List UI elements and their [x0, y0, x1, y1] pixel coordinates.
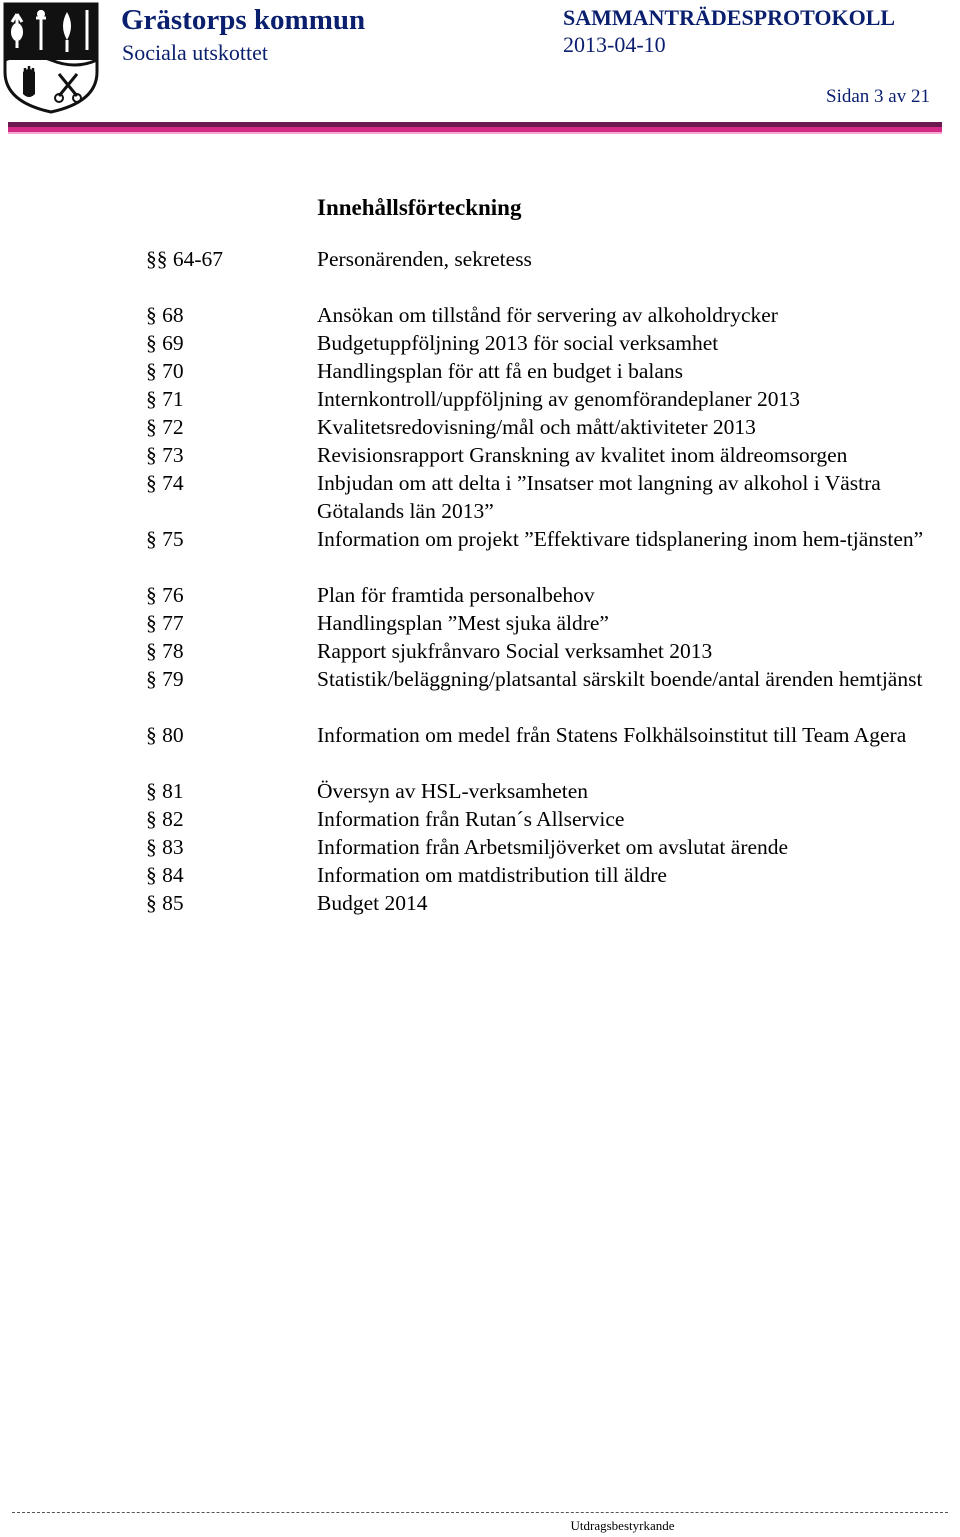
toc-item-title: Information från Rutan´s Allservice: [317, 807, 625, 831]
toc-item-title: Information från Arbetsmiljöverket om avslutat ärende: [317, 835, 789, 859]
toc-item-number: § 81: [146, 779, 184, 803]
toc-item-title: Statistik/beläggning/platsantal särskilt boende/antal ärenden hemtjänst: [317, 667, 923, 691]
toc-item-title: Översyn av HSL-verksamheten: [317, 779, 589, 803]
toc-item-number: § 80: [146, 723, 184, 747]
toc-item-number: § 85: [146, 891, 184, 915]
toc-item-number: § 79: [146, 667, 184, 691]
toc-item-title: Information om projekt ”Effektivare tidsplanering inom hem-tjänsten”: [317, 527, 924, 551]
toc-item-title: Revisionsrapport Granskning av kvalitet inom äldreomsorgen: [317, 443, 848, 467]
toc-item-title: Information om medel från Statens Folkhälsoinstitut till Team Agera: [317, 723, 907, 747]
footer-divider: [12, 1512, 948, 1513]
toc-item-number: § 83: [146, 835, 184, 859]
meeting-date: 2013-04-10: [563, 32, 666, 57]
toc-item-title: Personärenden, sekretess: [317, 247, 532, 271]
toc-item-title: Handlingsplan för att få en budget i balans: [317, 359, 683, 383]
header-divider: [8, 122, 942, 134]
toc-item-number: § 73: [146, 443, 184, 467]
footer-label: Utdragsbestyrkande: [570, 1518, 675, 1533]
toc-item-number: § 84: [146, 863, 184, 887]
toc-item-title: Internkontroll/uppföljning av genomförandeplaner 2013: [317, 387, 801, 411]
committee-name: Sociala utskottet: [122, 40, 269, 65]
toc-item-title: Inbjudan om att delta i ”Insatser mot langning av alkohol i Västra Götalands län 2013”: [317, 471, 881, 523]
toc-item-title: Plan för framtida personalbehov: [317, 583, 595, 607]
toc-item-number: § 72: [146, 415, 184, 439]
toc-item-title: Information om matdistribution till äldre: [317, 863, 667, 887]
organization-name: Grästorps kommun: [121, 4, 366, 36]
toc-item-title: Budget 2014: [317, 891, 428, 915]
toc-item-title: Ansökan om tillstånd för servering av alkoholdrycker: [317, 303, 778, 327]
toc-item-number: § 78: [146, 639, 184, 663]
toc-heading: Innehållsförteckning: [317, 195, 522, 220]
toc-item-number: § 70: [146, 359, 184, 383]
toc-item-title: Rapport sjukfrånvaro Social verksamhet 2013: [317, 639, 713, 663]
toc-item-number: § 75: [146, 527, 184, 551]
toc-item-number: § 69: [146, 331, 184, 355]
toc-item-number: § 77: [146, 611, 184, 635]
toc-item-title: Kvalitetsredovisning/mål och mått/aktiviteter 2013: [317, 415, 756, 439]
toc-item-number: § 76: [146, 583, 184, 607]
toc-item-number: § 74: [146, 471, 184, 495]
toc-item-number: §§ 64-67: [146, 247, 224, 271]
page-number: Sidan 3 av 21: [826, 86, 930, 107]
toc-item-number: § 82: [146, 807, 184, 831]
municipality-coat-of-arms-icon: [3, 2, 99, 114]
toc-item-number: § 68: [146, 303, 184, 327]
document-type: SAMMANTRÄDESPROTOKOLL: [563, 5, 896, 30]
toc-item-title: Handlingsplan ”Mest sjuka äldre”: [317, 611, 609, 635]
toc-item-number: § 71: [146, 387, 184, 411]
toc-item-title: Budgetuppföljning 2013 för social verksamhet: [317, 331, 719, 355]
